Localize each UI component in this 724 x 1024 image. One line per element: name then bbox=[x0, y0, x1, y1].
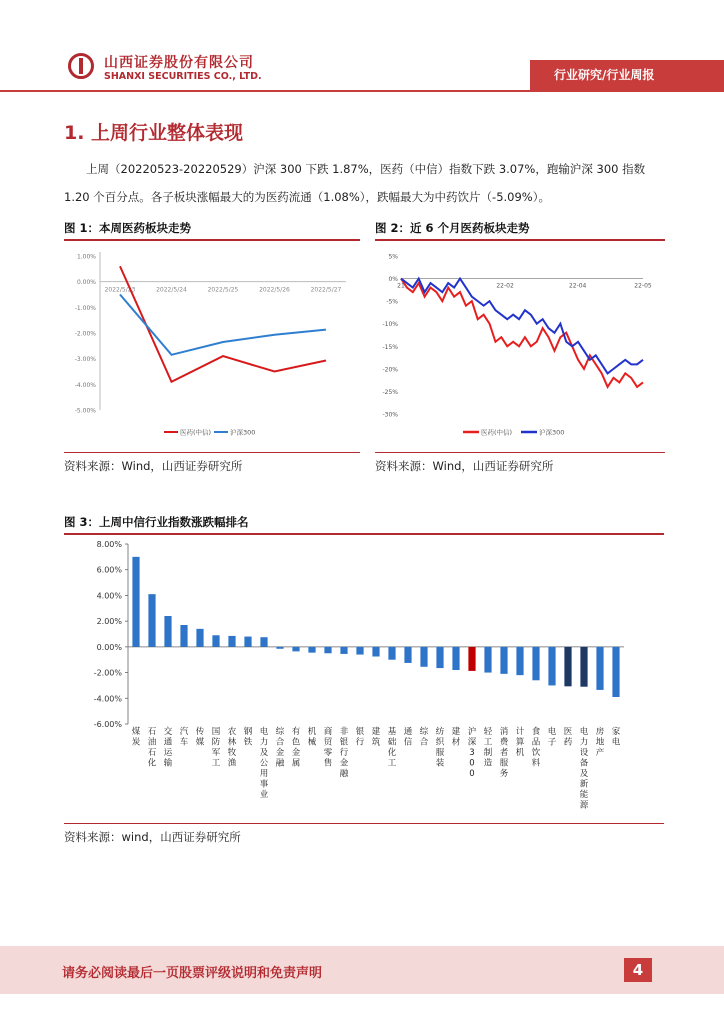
x-tick-label: 轻 bbox=[483, 727, 493, 737]
bar bbox=[532, 647, 539, 680]
x-tick-label: 工 bbox=[211, 758, 221, 769]
x-tick-label: 农 bbox=[227, 727, 237, 737]
bar bbox=[212, 635, 219, 647]
x-tick-label: 服 bbox=[499, 758, 509, 769]
x-tick-label: 机 bbox=[515, 748, 525, 758]
y-tick-label: -5.00% bbox=[74, 407, 96, 415]
x-tick-label: 备 bbox=[579, 758, 589, 769]
figure-1-bottom-rule bbox=[64, 452, 360, 453]
x-tick-label: 属 bbox=[291, 758, 301, 769]
x-tick-label: 防 bbox=[211, 737, 221, 748]
x-tick-label: 炭 bbox=[131, 737, 141, 748]
figure-1-top-rule bbox=[64, 239, 360, 241]
legend-label: 医药(中信) bbox=[481, 428, 513, 437]
y-tick-label: -2.00% bbox=[74, 330, 96, 338]
x-tick-label: 业 bbox=[259, 790, 269, 800]
x-tick-label: 融 bbox=[339, 769, 349, 779]
bar bbox=[148, 594, 155, 647]
x-tick-label: 家 bbox=[611, 727, 621, 737]
x-tick-label: 化 bbox=[387, 748, 397, 758]
x-tick-label: 有 bbox=[291, 727, 301, 737]
x-tick-label: 子 bbox=[547, 737, 557, 748]
bar bbox=[324, 647, 331, 653]
x-tick-label: 械 bbox=[307, 737, 317, 748]
x-tick-label: 电 bbox=[579, 727, 589, 737]
x-tick-label: 行 bbox=[339, 748, 349, 758]
company-name-cn: 山西证券股份有限公司 bbox=[104, 55, 254, 71]
x-tick-label: 力 bbox=[259, 737, 269, 748]
x-tick-label: 源 bbox=[579, 800, 589, 811]
x-tick-label: 石 bbox=[147, 727, 157, 737]
x-tick-label: 商 bbox=[323, 727, 333, 737]
x-tick-label: 新 bbox=[579, 779, 589, 790]
y-tick-label: 0.00% bbox=[76, 279, 96, 287]
paragraph-line-1: 上周（20220523-20220529）沪深 300 下跌 1.87%，医药（中信）指数下跌 3.07%，跑输沪深 300 指数 bbox=[86, 162, 646, 176]
x-tick-label: 服 bbox=[435, 748, 445, 758]
x-tick-label: 材 bbox=[451, 737, 461, 748]
x-tick-label: 金 bbox=[339, 758, 349, 769]
x-tick-label: 银 bbox=[355, 727, 365, 737]
x-tick-label: 合 bbox=[275, 737, 285, 748]
x-tick-label: 化 bbox=[147, 758, 157, 769]
y-tick-label: 0% bbox=[388, 276, 398, 284]
bar bbox=[276, 647, 283, 649]
x-tick-label: 车 bbox=[179, 737, 189, 748]
y-tick-label: -6.00% bbox=[93, 720, 122, 729]
figure-2-bottom-rule bbox=[375, 452, 665, 453]
bar bbox=[404, 647, 411, 663]
x-tick-label: 渔 bbox=[227, 758, 237, 769]
bar bbox=[356, 647, 363, 655]
y-tick-label: -1.00% bbox=[74, 304, 96, 312]
y-tick-label: -3.00% bbox=[74, 356, 96, 364]
legend-label: 医药(中信) bbox=[180, 428, 212, 437]
x-tick-label: 交 bbox=[163, 727, 173, 737]
bar bbox=[468, 647, 475, 671]
y-tick-label: -30% bbox=[382, 411, 398, 419]
y-tick-label: -20% bbox=[382, 366, 398, 374]
x-tick-label: 筑 bbox=[371, 737, 381, 748]
x-tick-label: 装 bbox=[435, 758, 445, 769]
y-tick-label: 8.00% bbox=[96, 540, 122, 549]
bar bbox=[516, 647, 523, 675]
bar bbox=[548, 647, 555, 686]
legend-label: 沪深300 bbox=[539, 428, 565, 437]
y-tick-label: -4.00% bbox=[74, 381, 96, 389]
x-tick-label: 行 bbox=[355, 737, 365, 748]
bar bbox=[292, 647, 299, 652]
x-tick-label: 品 bbox=[531, 737, 541, 748]
x-tick-label: 零 bbox=[323, 748, 333, 758]
x-tick-label: 22-04 bbox=[568, 282, 587, 290]
figure-1-source: 资料来源：Wind，山西证券研究所 bbox=[64, 459, 243, 473]
bar bbox=[228, 636, 235, 647]
x-tick-label: 金 bbox=[291, 748, 301, 758]
x-tick-label: 计 bbox=[515, 727, 525, 737]
x-tick-label: 21 bbox=[397, 282, 405, 290]
x-tick-label: 及 bbox=[259, 748, 269, 758]
page-number: 4 bbox=[624, 958, 652, 982]
x-tick-label: 媒 bbox=[195, 737, 205, 748]
x-tick-label: 综 bbox=[419, 727, 429, 737]
x-tick-label: 油 bbox=[147, 737, 157, 748]
x-tick-label: 铁 bbox=[243, 737, 253, 748]
x-tick-label: 售 bbox=[323, 758, 333, 769]
x-tick-label: 能 bbox=[579, 790, 589, 800]
header-divider bbox=[0, 90, 724, 92]
x-tick-label: 综 bbox=[275, 727, 285, 737]
y-tick-label: 4.00% bbox=[96, 591, 122, 601]
industry-ranking-chart bbox=[64, 536, 664, 822]
bar bbox=[180, 625, 187, 647]
company-logo bbox=[68, 53, 94, 79]
x-tick-label: 输 bbox=[163, 758, 173, 769]
bar bbox=[484, 647, 491, 673]
y-tick-label: -5% bbox=[386, 298, 398, 306]
x-tick-label: 石 bbox=[147, 748, 157, 758]
figure-1-title: 图 1：本周医药板块走势 bbox=[64, 221, 192, 235]
bar bbox=[196, 629, 203, 647]
bar bbox=[372, 647, 379, 657]
figure-2-source: 资料来源：Wind，山西证券研究所 bbox=[375, 459, 554, 473]
x-tick-label: 2022/5/24 bbox=[156, 286, 187, 294]
y-tick-label: -15% bbox=[382, 343, 398, 351]
x-tick-label: 造 bbox=[483, 758, 493, 769]
bar bbox=[612, 647, 619, 697]
x-tick-label: 电 bbox=[547, 727, 557, 737]
x-tick-label: 2022/5/23 bbox=[104, 286, 136, 294]
report-tag: 行业研究/行业周报 bbox=[554, 68, 655, 82]
x-tick-label: 电 bbox=[259, 727, 269, 737]
x-tick-label: 2022/5/26 bbox=[259, 286, 290, 294]
figure-3-title: 图 3：上周中信行业指数涨跌幅排名 bbox=[64, 515, 249, 529]
y-tick-label: 1.00% bbox=[76, 253, 96, 261]
x-tick-label: 国 bbox=[211, 727, 221, 737]
x-tick-label: 贸 bbox=[323, 737, 333, 748]
x-tick-label: 金 bbox=[275, 748, 285, 758]
x-tick-label: 通 bbox=[403, 727, 413, 737]
x-tick-label: 饮 bbox=[531, 748, 541, 758]
x-tick-label: 公 bbox=[259, 758, 269, 769]
x-tick-label: 电 bbox=[611, 737, 621, 748]
x-tick-label: 料 bbox=[531, 758, 541, 769]
x-tick-label: 用 bbox=[259, 769, 269, 779]
x-tick-label: 础 bbox=[387, 737, 397, 748]
bar bbox=[500, 647, 507, 674]
x-tick-label: 算 bbox=[515, 737, 525, 748]
x-tick-label: 0 bbox=[469, 769, 475, 779]
bar bbox=[164, 616, 171, 647]
y-tick-label: -2.00% bbox=[93, 668, 122, 678]
x-tick-label: 2022/5/25 bbox=[207, 286, 239, 294]
y-tick-label: -10% bbox=[382, 321, 398, 329]
x-tick-label: 3 bbox=[469, 748, 475, 758]
x-tick-label: 消 bbox=[499, 727, 509, 737]
bar bbox=[308, 647, 315, 653]
series-line-0 bbox=[120, 266, 326, 382]
bar bbox=[132, 557, 139, 647]
y-tick-label: 2.00% bbox=[96, 617, 122, 627]
x-tick-label: 牧 bbox=[227, 748, 237, 758]
x-tick-label: 信 bbox=[403, 737, 413, 748]
y-tick-label: -4.00% bbox=[93, 694, 122, 704]
figure-2-title: 图 2：近 6 个月医药板块走势 bbox=[375, 221, 530, 235]
section-title: 1. 上周行业整体表现 bbox=[64, 122, 244, 144]
x-tick-label: 沪 bbox=[467, 727, 477, 737]
figure-3-bottom-rule bbox=[64, 823, 664, 824]
y-tick-label: 0.00% bbox=[96, 642, 122, 652]
x-tick-label: 融 bbox=[275, 758, 285, 769]
x-tick-label: 基 bbox=[387, 727, 397, 737]
x-tick-label: 机 bbox=[307, 727, 317, 737]
x-tick-label: 制 bbox=[483, 748, 493, 758]
x-tick-label: 钢 bbox=[243, 727, 253, 737]
bar bbox=[564, 647, 571, 686]
x-tick-label: 林 bbox=[227, 737, 237, 748]
footer-disclaimer: 请务必阅读最后一页股票评级说明和免责声明 bbox=[62, 966, 323, 981]
y-tick-label: 6.00% bbox=[96, 565, 122, 575]
x-tick-label: 合 bbox=[419, 737, 429, 748]
figure-2-top-rule bbox=[375, 239, 665, 241]
x-tick-label: 药 bbox=[563, 737, 573, 748]
x-tick-label: 银 bbox=[339, 737, 349, 748]
x-tick-label: 工 bbox=[483, 737, 493, 748]
x-tick-label: 建 bbox=[451, 727, 461, 737]
x-tick-label: 22-02 bbox=[496, 282, 514, 290]
x-tick-label: 及 bbox=[579, 769, 589, 779]
x-tick-label: 汽 bbox=[179, 727, 189, 737]
bar bbox=[260, 637, 267, 647]
x-tick-label: 22-05 bbox=[634, 282, 652, 290]
x-tick-label: 地 bbox=[595, 737, 605, 748]
x-tick-label: 产 bbox=[595, 748, 605, 758]
weekly-trend-chart bbox=[64, 242, 360, 450]
x-tick-label: 事 bbox=[259, 779, 269, 790]
y-tick-label: 5% bbox=[388, 253, 398, 261]
x-tick-label: 建 bbox=[371, 727, 381, 737]
bar bbox=[596, 647, 603, 690]
bar bbox=[580, 647, 587, 687]
paragraph-line-2: 1.20 个百分点。各子板块涨幅最大的为医药流通（1.08%），跌幅最大为中药饮片（-5.09%）。 bbox=[64, 190, 550, 204]
x-tick-label: 传 bbox=[195, 727, 205, 737]
x-tick-label: 工 bbox=[387, 758, 397, 769]
legend-label: 沪深300 bbox=[230, 428, 256, 437]
x-tick-label: 者 bbox=[499, 748, 509, 758]
x-tick-label: 纺 bbox=[435, 727, 445, 737]
bar bbox=[340, 647, 347, 654]
company-name-en: SHANXI SECURITIES CO., LTD. bbox=[104, 71, 262, 82]
x-tick-label: 织 bbox=[435, 737, 445, 748]
series-line-1 bbox=[120, 295, 326, 355]
x-tick-label: 军 bbox=[211, 748, 221, 758]
y-tick-label: -25% bbox=[382, 388, 398, 396]
x-tick-label: 设 bbox=[579, 748, 589, 758]
x-tick-label: 2022/5/27 bbox=[310, 286, 342, 294]
x-tick-label: 费 bbox=[499, 737, 509, 748]
x-tick-label: 色 bbox=[291, 737, 301, 748]
bar bbox=[388, 647, 395, 660]
figure-3-source: 资料来源：wind，山西证券研究所 bbox=[64, 830, 241, 844]
x-tick-label: 深 bbox=[467, 737, 477, 748]
x-tick-label: 食 bbox=[531, 727, 541, 737]
bar bbox=[244, 637, 251, 647]
bar bbox=[436, 647, 443, 668]
x-tick-label: 务 bbox=[499, 769, 509, 779]
six-month-trend-chart bbox=[375, 242, 665, 450]
figure-3-top-rule bbox=[64, 533, 664, 535]
x-tick-label: 非 bbox=[339, 727, 349, 737]
x-tick-label: 0 bbox=[469, 758, 475, 769]
x-tick-label: 通 bbox=[163, 737, 173, 748]
x-tick-label: 力 bbox=[579, 737, 589, 748]
x-tick-label: 运 bbox=[163, 748, 173, 758]
x-tick-label: 煤 bbox=[131, 727, 141, 737]
bar bbox=[452, 647, 459, 670]
bar bbox=[420, 647, 427, 667]
x-tick-label: 医 bbox=[563, 727, 573, 737]
x-tick-label: 房 bbox=[595, 727, 605, 737]
